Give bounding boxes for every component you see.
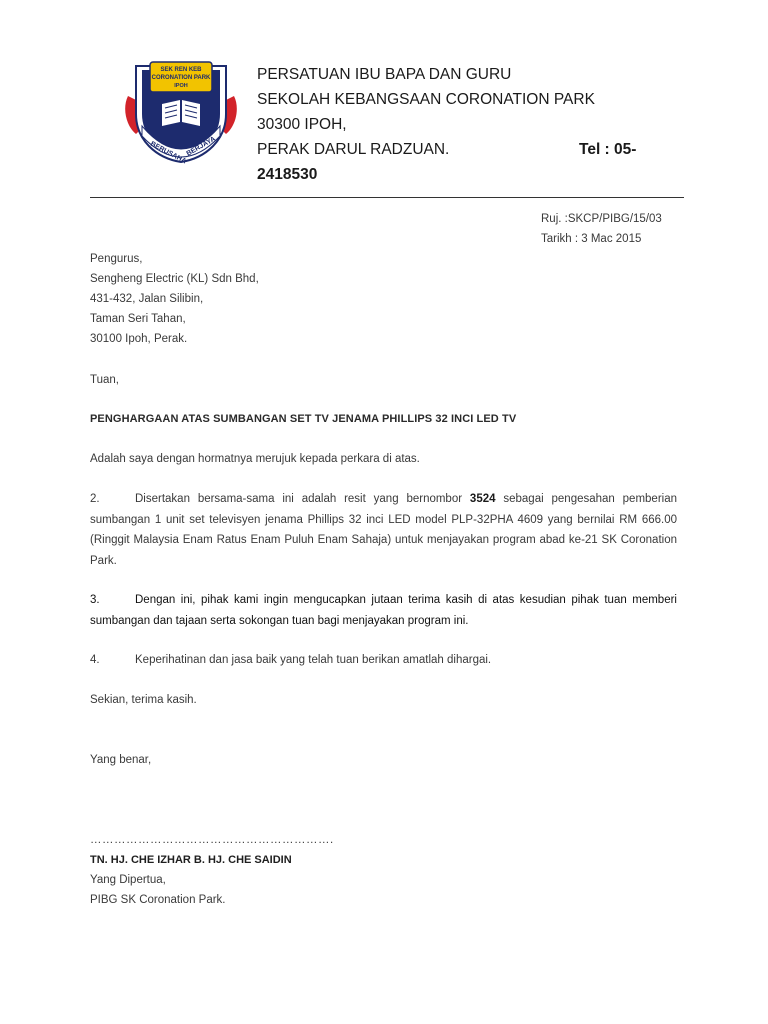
recipient-line: Pengurus, <box>90 253 143 265</box>
paragraph-3-text: Dengan ini, pihak kami ingin mengucapkan jutaan terima kasih di atas kesudian pihak tuan memberi sumbangan dan tajaan serta sokongan tuan bagi menjayakan program ini. <box>90 594 677 627</box>
crest-banner-mid: CORONATION PARK <box>151 75 211 81</box>
recipient-address <box>90 249 259 349</box>
reference-block <box>541 209 662 249</box>
signer-organisation: PIBG SK Coronation Park. <box>90 894 226 906</box>
paragraph-3 <box>90 590 677 631</box>
crest-banner-top: SEK REN KEB <box>160 67 202 73</box>
reference-number: Ruj. :SKCP/PIBG/15/03 <box>541 213 662 225</box>
header-divider <box>90 197 684 198</box>
signer-name: TN. HJ. CHE IZHAR B. HJ. CHE SAIDIN <box>90 854 292 866</box>
letterhead-line-2: SEKOLAH KEBANGSAAN CORONATION PARK <box>257 91 595 108</box>
paragraph-2-text-b: sebagai pengesahan pemberian sumbangan 1 unit set televisyen jenama Phillips 32 inci LED model PLP-32PHA 4609 yang bernilai RM 666.00 (Ringgit Malaysia Enam Ratus Enam Puluh Enam Sahaja) untuk menjayakan program abad ke-21 SK Coronation Park. <box>90 493 678 567</box>
recipient-line: 30100 Ipoh, Perak. <box>90 333 188 345</box>
letter-subject: PENGHARGAAN ATAS SUMBANGAN SET TV JENAMA PHILLIPS 32 INCI LED TV <box>90 413 517 425</box>
letter-date: Tarikh : 3 Mac 2015 <box>541 233 642 245</box>
recipient-line: Taman Seri Tahan, <box>90 313 186 325</box>
closing-line: Sekian, terima kasih. <box>90 694 197 706</box>
recipient-line: 431-432, Jalan Silibin, <box>90 293 204 305</box>
letterhead <box>257 62 677 187</box>
paragraph-4 <box>90 650 677 671</box>
receipt-number: 3524 <box>469 493 496 505</box>
paragraph-number: 4. <box>90 654 100 666</box>
letterhead-tel-number: 2418530 <box>257 166 318 183</box>
school-crest-logo <box>122 56 240 166</box>
crest-banner-bot: IPOH <box>174 83 188 89</box>
salutation: Tuan, <box>90 374 119 386</box>
crest-motto-left: BERUSAHA <box>149 140 188 166</box>
signer-title: Yang Dipertua, <box>90 874 166 886</box>
letterhead-line-4 <box>257 137 677 162</box>
letterhead-tel: Tel : 05- <box>579 141 637 158</box>
paragraph-1: Adalah saya dengan hormatnya merujuk kepada perkara di atas. <box>90 453 420 465</box>
letterhead-line-3: 30300 IPOH, <box>257 116 347 133</box>
paragraph-4-text: Keperihatinan dan jasa baik yang telah tuan berikan amatlah dihargai. <box>135 654 492 666</box>
letterhead-line-1: PERSATUAN IBU BAPA DAN GURU <box>257 66 512 83</box>
sign-off: Yang benar, <box>90 754 152 766</box>
paragraph-2 <box>90 489 677 571</box>
paragraph-number: 2. <box>90 493 100 505</box>
letterhead-state: PERAK DARUL RADZUAN. <box>257 141 450 158</box>
paragraph-number: 3. <box>90 594 100 606</box>
paragraph-2-text-a: Disertakan bersama-sama ini adalah resit yang bernombor <box>135 493 463 505</box>
crest-motto-right: BERJAYA <box>185 135 217 158</box>
signature-line: ……………………………………………………. <box>90 834 334 846</box>
recipient-line: Sengheng Electric (KL) Sdn Bhd, <box>90 273 259 285</box>
